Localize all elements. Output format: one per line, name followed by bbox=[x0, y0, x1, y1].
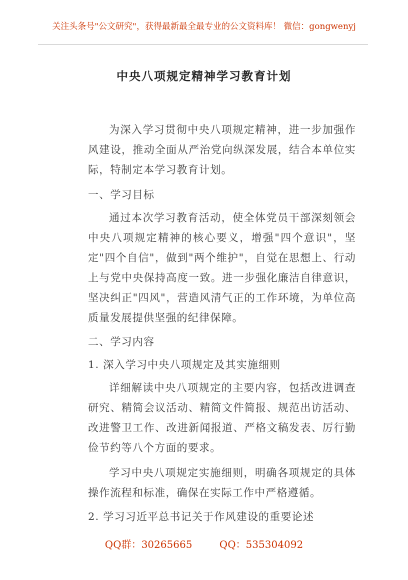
goals-paragraph: 通过本次学习教育活动，使全体党员干部深刻领会中央八项规定精神的核心要义，增强"四个意识"，坚定"四个自信"，做到"两个维护"，自觉在思想上、行动上与党中央保持高度一致。进一步强化廉洁自律意识，坚决纠正"四风"，营造风清气正的工作环境，为单位高质量发展提供坚强的纪律保障。 bbox=[88, 211, 356, 324]
intro-paragraph: 为深入学习贯彻中央八项规定精神，进一步加强作风建设，推动全面从严治党向纵深发展，结合本单位实际，特制定本学习教育计划。 bbox=[88, 124, 356, 176]
item1-paragraph-1: 详细解读中央八项规定的主要内容，包括改进调查研究、精简会议活动、精简文件简报、规范出访活动、改进警卫工作、改进新闻报道、严格文稿发表、厉行勤俭节约等八个方面的要求。 bbox=[88, 382, 356, 454]
qq-number-text: QQ：535304092 bbox=[219, 540, 304, 551]
section-heading-content: 二、学习内容 bbox=[88, 336, 155, 348]
document-title: 中央八项规定精神学习教育计划 bbox=[116, 69, 292, 83]
document-body bbox=[88, 120, 356, 530]
contact-footer bbox=[0, 536, 408, 551]
item-heading-2: 2. 学习习近平总书记关于作风建设的重要论述 bbox=[88, 511, 315, 523]
item1-paragraph-2: 学习中央八项规定实施细则，明确各项规定的具体操作流程和标准，确保在实际工作中严格遵循。 bbox=[88, 466, 356, 499]
section-heading-goals: 一、学习目标 bbox=[88, 188, 155, 201]
item-heading-1: 1. 深入学习中央八项规定及其实施细则 bbox=[88, 359, 281, 371]
header-divider bbox=[38, 44, 368, 45]
promo-header: 关注头条号"公文研究"，获得最新最全最专业的公文资料库！ 微信：gongwenyj bbox=[52, 22, 356, 32]
qq-group-text: QQ群：30265665 bbox=[104, 540, 193, 551]
